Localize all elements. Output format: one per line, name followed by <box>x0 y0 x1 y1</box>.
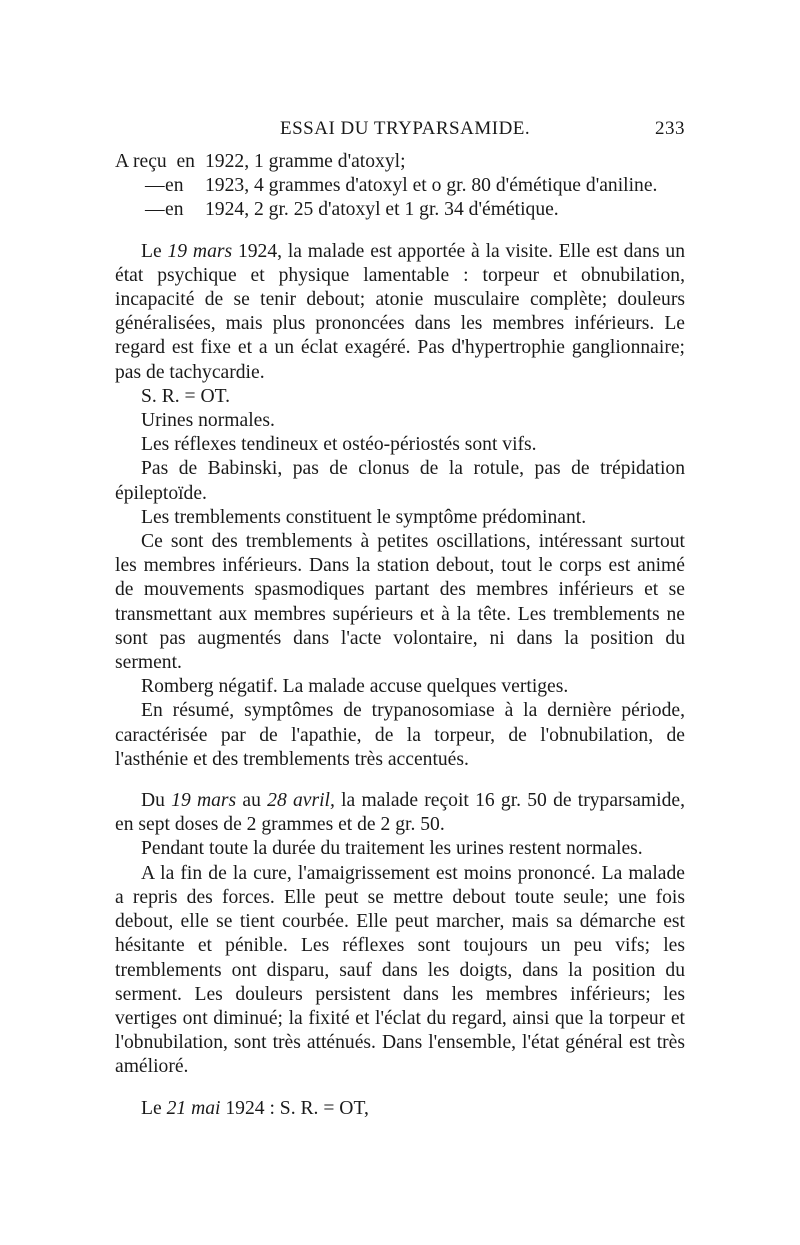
paragraph: Le 21 mai 1924 : S. R. = OT, <box>141 1097 369 1119</box>
date: 19 mars <box>171 790 237 812</box>
history-lead: A reçu en <box>115 151 195 172</box>
date: 21 mai <box>166 1097 221 1119</box>
paragraph: Romberg négatif. La malade accuse quelques vertiges. <box>141 676 569 698</box>
paragraph: Pas de Babinski, pas de clonus de la rotule, pas de trépidation épileptoïde. <box>115 458 685 504</box>
paragraph: Pendant toute la durée du traitement les urines restent normales. <box>141 838 643 860</box>
paragraph: Le 19 mars 1924, la malade est apportée à la visite. Elle est dans un état psychique et physique lamentable : torpeur et obnubilation, incapacité de se tenir debout; atonie musculaire complète; douleurs généralisées, mais plus prononcées dans les membres inférieurs. Le regard est fixe et a un éclat exagéré. Pas d'hypertrophie ganglionnaire; pas de tachycardie. <box>115 240 685 383</box>
running-header <box>115 118 685 144</box>
history-en: en <box>165 175 184 197</box>
paragraph: Du 19 mars au 28 avril, la malade reçoit 16 gr. 50 de tryparsamide, en sept doses de 2 grammes et de 2 gr. 50. <box>115 790 685 836</box>
paragraph: Les tremblements constituent le symptôme prédominant. <box>141 506 587 528</box>
paragraph: A la fin de la cure, l'amaigrissement est moins prononcé. La malade a repris des forces. Elle peut se mettre debout toute seule; une fois debout, elle se tient courbée. Elle peut marcher, mais sa démarche est hésitante et pénible. Les réflexes sont toujours un peu vifs; les tremblements ont disparu, sauf dans les doigts, dans la position du serment. Les douleurs persistent dans les membres inférieurs; les vertiges ont diminué; la fixité et l'éclat du regard, ainsi que la torpeur et l'obnubilation, sont très atténués. Dans l'ensemble, l'état général est très amélioré. <box>115 862 685 1078</box>
paragraph: Urines normales. <box>141 410 275 432</box>
paragraph: S. R. = OT. <box>141 385 231 407</box>
history-text: 1924, 2 gr. 25 d'atoxyl et 1 gr. 34 d'émétique. <box>205 199 559 221</box>
history-dash: — <box>145 175 165 197</box>
page-number: 233 <box>655 118 685 139</box>
running-title: ESSAI DU TRYPARSAMIDE. <box>280 118 531 139</box>
date: 28 avril, <box>267 790 335 812</box>
paragraph: Ce sont des tremblements à petites oscillations, intéressant surtout les membres inférieurs. Dans la station debout, tout le corps est animé de mouvements spasmodiques partant des membres inférieurs et se transmettant aux membres supérieurs et à la tête. Les tremblements ne sont pas augmentés dans l'acte volontaire, ni dans la position du serment. <box>115 531 685 674</box>
date: 19 mars <box>167 240 233 262</box>
paragraph: Les réflexes tendineux et ostéo-périostés sont vifs. <box>141 434 537 456</box>
paragraph: En résumé, symptômes de trypanosomiase à la dernière période, caractérisée par de l'apathie, de la torpeur, de l'obnubilation, de l'asthénie et des tremblements très accentués. <box>115 700 685 770</box>
treatment-history <box>115 150 685 223</box>
history-text: 1922, 1 gramme d'atoxyl; <box>205 151 406 172</box>
history-text: 1923, 4 grammes d'atoxyl et o gr. 80 d'émétique d'aniline. <box>205 175 658 197</box>
history-dash: — <box>145 199 165 221</box>
page-body <box>115 150 685 1121</box>
history-en: en <box>165 199 184 221</box>
